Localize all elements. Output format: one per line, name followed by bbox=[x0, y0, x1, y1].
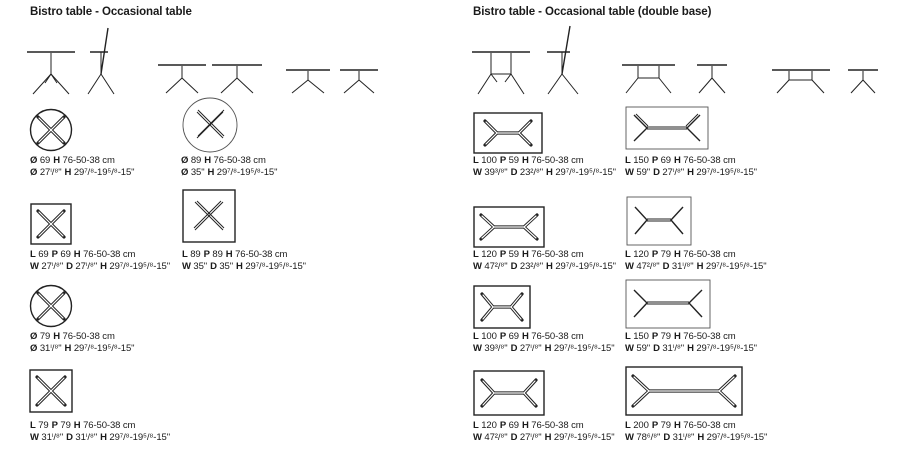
dimension-value bbox=[522, 331, 584, 342]
dimension-value bbox=[652, 249, 671, 260]
dimension-label: H bbox=[673, 331, 681, 342]
dimension-label: D bbox=[66, 431, 73, 443]
dimension-value bbox=[74, 420, 136, 431]
dimension-value bbox=[663, 261, 694, 272]
dimension-number: 69 bbox=[508, 331, 519, 342]
plan-rect-120x59 bbox=[473, 206, 545, 248]
dimension-number: 29⁷/⁸-19⁵/⁸-15" bbox=[216, 166, 278, 178]
dimension-label: H bbox=[64, 342, 72, 354]
dimension-label: W bbox=[473, 342, 482, 354]
dimension-number: 79 bbox=[39, 331, 51, 342]
dimension-value bbox=[181, 167, 204, 178]
dimension-number: 150 bbox=[633, 155, 649, 166]
dimension-label: H bbox=[544, 342, 552, 354]
dimension-label: H bbox=[64, 166, 72, 178]
dimension-label: H bbox=[673, 420, 681, 431]
dimension-label: W bbox=[30, 431, 39, 443]
dimension-number: 79 bbox=[660, 249, 671, 260]
dimension-value bbox=[522, 420, 584, 431]
dimension-number: 76-50-38 cm bbox=[531, 331, 584, 342]
dimension-value bbox=[511, 261, 543, 272]
plan-rect-120x69 bbox=[473, 370, 545, 416]
dimension-label: P bbox=[651, 249, 659, 260]
caption-rect-100x69 bbox=[473, 331, 614, 354]
dimension-value bbox=[181, 155, 201, 166]
dimension-number: 100 bbox=[481, 155, 497, 166]
dimension-value bbox=[500, 331, 519, 342]
dimension-number: 27ⁱ/⁸" bbox=[519, 431, 542, 443]
right-section-heading: Bistro table - Occasional table (double base) bbox=[473, 6, 712, 18]
dimension-number: 76-50-38 cm bbox=[213, 155, 266, 166]
dimension-label: D bbox=[66, 260, 73, 272]
caption-round-69 bbox=[30, 155, 134, 178]
elevation-occasional-38-b bbox=[340, 70, 378, 93]
dimension-value bbox=[625, 331, 649, 342]
dimension-number: 76-50-38 cm bbox=[83, 420, 136, 431]
dimension-number: 79 bbox=[660, 331, 671, 342]
dimension-number: 29⁷/⁸-19⁵/⁸-15" bbox=[553, 431, 615, 443]
dimension-number: 47²/⁸" bbox=[484, 431, 508, 443]
dimension-number: 47²/⁸" bbox=[484, 260, 508, 272]
dimension-value bbox=[652, 155, 671, 166]
dimension-label: Ø bbox=[30, 155, 38, 166]
dimension-label: L bbox=[625, 155, 631, 166]
dimension-value bbox=[473, 249, 497, 260]
dimension-number: 31ⁱ/⁸" bbox=[75, 431, 98, 443]
dimension-label: P bbox=[51, 249, 58, 260]
dimension-number: 29⁷/⁸-19⁵/⁸-15" bbox=[109, 431, 170, 443]
dimension-value bbox=[546, 167, 616, 178]
plan-round-79 bbox=[29, 284, 73, 328]
dimension-label: L bbox=[30, 420, 36, 431]
dimension-value bbox=[52, 420, 71, 431]
plan-square-69 bbox=[30, 203, 72, 245]
caption-square-79 bbox=[30, 420, 170, 443]
dimension-label: D bbox=[662, 260, 670, 272]
dimension-label: P bbox=[499, 331, 507, 342]
dimension-value bbox=[473, 432, 508, 443]
dimension-value bbox=[500, 420, 519, 431]
dimension-number: 76-50-38 cm bbox=[531, 249, 584, 260]
dimension-value bbox=[674, 155, 736, 166]
dimension-label: W bbox=[30, 260, 39, 272]
dimension-value bbox=[625, 261, 660, 272]
dimension-number: 27ⁱ/⁸" bbox=[519, 342, 542, 354]
dimension-value bbox=[625, 432, 660, 443]
dimension-label: D bbox=[210, 260, 217, 272]
dimension-number: 59 bbox=[508, 155, 519, 166]
dimension-value bbox=[30, 249, 49, 260]
dimension-number: 89 bbox=[212, 249, 223, 260]
dimension-number: 76-50-38 cm bbox=[235, 249, 288, 260]
dimension-label: Ø bbox=[181, 155, 189, 166]
dimension-number: 35" bbox=[193, 260, 208, 272]
dimension-label: Ø bbox=[181, 166, 189, 178]
dimension-label: Ø bbox=[30, 166, 38, 178]
dimension-number: 31ⁱ/⁸" bbox=[39, 342, 62, 354]
dimension-label: H bbox=[100, 260, 107, 272]
dimension-value bbox=[66, 432, 97, 443]
caption-round-89 bbox=[181, 155, 277, 178]
dimension-value bbox=[30, 155, 50, 166]
dimension-value bbox=[30, 343, 62, 354]
dimension-label: H bbox=[73, 249, 81, 260]
elevation-occasional-50-b bbox=[212, 65, 262, 93]
elevation-double-bistro-76-tilted bbox=[547, 26, 578, 94]
dimension-value bbox=[52, 249, 71, 260]
dimension-value bbox=[652, 331, 671, 342]
dimension-label: P bbox=[51, 420, 58, 431]
caption-round-79 bbox=[30, 331, 134, 354]
elevation-drawings bbox=[0, 0, 900, 100]
dimension-label: Ø bbox=[30, 331, 38, 342]
plan-rect-100x59 bbox=[473, 112, 543, 154]
dimension-number: 29⁷/⁸-19⁵/⁸-15" bbox=[696, 342, 757, 354]
dimension-value bbox=[30, 420, 49, 431]
dimension-label: P bbox=[651, 331, 659, 342]
dimension-label: H bbox=[236, 260, 243, 272]
elevation-double-occasional-50 bbox=[622, 65, 675, 93]
dimension-label: W bbox=[182, 260, 191, 272]
dimension-label: D bbox=[653, 342, 660, 354]
dimension-label: L bbox=[473, 249, 479, 260]
dimension-number: 76-50-38 cm bbox=[683, 331, 736, 342]
plan-rect-150x69 bbox=[625, 106, 709, 150]
dimension-number: 27ⁱ/⁸" bbox=[41, 260, 64, 272]
dimension-value bbox=[653, 167, 684, 178]
dimension-number: 59" bbox=[636, 166, 651, 178]
caption-rect-150x69 bbox=[625, 155, 757, 178]
dimension-label: W bbox=[625, 166, 634, 178]
dimension-label: H bbox=[521, 249, 529, 260]
dimension-label: L bbox=[182, 249, 188, 260]
dimension-label: W bbox=[473, 166, 482, 178]
dimension-number: 69 bbox=[60, 249, 71, 260]
dimension-number: 35" bbox=[190, 166, 205, 178]
dimension-number: 29⁷/⁸-19⁵/⁸-15" bbox=[705, 260, 767, 272]
dimension-value bbox=[687, 343, 757, 354]
dimension-number: 120 bbox=[481, 249, 497, 260]
dimension-number: 78⁶/⁸" bbox=[636, 431, 661, 443]
elevation-occasional-50 bbox=[158, 65, 206, 93]
dimension-label: L bbox=[625, 331, 631, 342]
dimension-value bbox=[653, 343, 684, 354]
caption-rect-100x59 bbox=[473, 155, 616, 178]
dimension-label: H bbox=[207, 166, 215, 178]
dimension-value bbox=[473, 167, 508, 178]
dimension-value bbox=[674, 249, 736, 260]
dimension-label: H bbox=[673, 249, 681, 260]
dimension-number: 120 bbox=[633, 249, 649, 260]
dimension-value bbox=[473, 261, 508, 272]
dimension-number: 120 bbox=[481, 420, 497, 431]
dimension-label: H bbox=[546, 260, 553, 272]
dimension-label: H bbox=[521, 331, 529, 342]
dimension-value bbox=[546, 261, 616, 272]
dimension-number: 29⁷/⁸-19⁵/⁸-15" bbox=[553, 342, 615, 354]
dimension-label: H bbox=[73, 420, 81, 431]
dimension-number: 79 bbox=[38, 420, 49, 431]
dimension-label: L bbox=[473, 331, 479, 342]
plan-square-79 bbox=[29, 369, 73, 413]
dimension-number: 29⁷/⁸-19⁵/⁸-15" bbox=[73, 166, 135, 178]
dimension-number: 69 bbox=[660, 155, 671, 166]
dimension-value bbox=[522, 249, 584, 260]
dimension-value bbox=[625, 343, 650, 354]
dimension-value bbox=[207, 167, 277, 178]
dimension-number: 76-50-38 cm bbox=[531, 155, 584, 166]
elevation-double-occasional-50-b bbox=[697, 65, 727, 93]
dimension-label: L bbox=[30, 249, 36, 260]
dimension-value bbox=[522, 155, 584, 166]
dimension-label: W bbox=[473, 260, 482, 272]
caption-rect-150x79 bbox=[625, 331, 757, 354]
dimension-number: 29⁷/⁸-19⁵/⁸-15" bbox=[245, 260, 306, 272]
dimension-number: 200 bbox=[633, 420, 649, 431]
dimension-label: L bbox=[473, 155, 479, 166]
dimension-value bbox=[182, 261, 207, 272]
dimension-label: H bbox=[546, 166, 553, 178]
dimension-label: P bbox=[651, 420, 659, 431]
dimension-label: H bbox=[696, 260, 704, 272]
dimension-number: 76-50-38 cm bbox=[62, 155, 115, 166]
dimension-number: 27ⁱ/⁸" bbox=[75, 260, 98, 272]
dimension-label: H bbox=[687, 342, 694, 354]
dimension-label: D bbox=[653, 166, 660, 178]
dimension-value bbox=[226, 249, 288, 260]
dimension-number: 29⁷/⁸-19⁵/⁸-15" bbox=[555, 166, 616, 178]
dimension-label: D bbox=[510, 166, 518, 178]
dimension-number: 29⁷/⁸-19⁵/⁸-15" bbox=[706, 431, 768, 443]
dimension-value bbox=[30, 331, 50, 342]
dimension-number: 76-50-38 cm bbox=[683, 249, 736, 260]
caption-rect-200x79 bbox=[625, 420, 767, 443]
plan-round-69 bbox=[29, 108, 73, 152]
dimension-label: L bbox=[473, 420, 479, 431]
dimension-number: 69 bbox=[39, 155, 51, 166]
left-section-heading: Bistro table - Occasional table bbox=[30, 6, 192, 18]
dimension-value bbox=[473, 155, 497, 166]
dimension-number: 31ⁱ/⁸" bbox=[662, 342, 685, 354]
dimension-label: H bbox=[687, 166, 694, 178]
dimension-number: 76-50-38 cm bbox=[62, 331, 115, 342]
dimension-label: L bbox=[625, 249, 631, 260]
dimension-label: H bbox=[521, 155, 529, 166]
dimension-label: H bbox=[673, 155, 681, 166]
dimension-value bbox=[697, 261, 767, 272]
dimension-label: H bbox=[100, 431, 107, 443]
dimension-label: W bbox=[473, 431, 482, 443]
dimension-number: 59" bbox=[636, 342, 651, 354]
dimension-number: 76-50-38 cm bbox=[683, 420, 736, 431]
dimension-value bbox=[236, 261, 306, 272]
dimension-value bbox=[53, 155, 115, 166]
elevation-bistro-76 bbox=[27, 52, 75, 94]
dimension-value bbox=[53, 331, 115, 342]
elevation-double-occasional-38 bbox=[772, 70, 830, 93]
dimension-label: D bbox=[510, 342, 518, 354]
caption-rect-120x59 bbox=[473, 249, 616, 272]
dimension-number: 29⁷/⁸-19⁵/⁸-15" bbox=[696, 166, 757, 178]
dimension-label: P bbox=[203, 249, 210, 260]
dimension-value bbox=[30, 432, 63, 443]
dimension-label: P bbox=[651, 155, 659, 166]
plan-rect-200x79 bbox=[625, 366, 743, 416]
dimension-number: 29⁷/⁸-19⁵/⁸-15" bbox=[555, 260, 616, 272]
elevation-occasional-38 bbox=[286, 70, 330, 93]
dimension-value bbox=[625, 155, 649, 166]
caption-square-69 bbox=[30, 249, 170, 272]
dimension-value bbox=[100, 261, 170, 272]
dimension-value bbox=[74, 249, 136, 260]
dimension-number: 39³/⁸" bbox=[484, 342, 508, 354]
dimension-label: L bbox=[625, 420, 631, 431]
dimension-value bbox=[500, 249, 519, 260]
dimension-label: H bbox=[697, 431, 705, 443]
elevation-double-bistro-76 bbox=[472, 52, 530, 94]
dimension-value bbox=[697, 432, 767, 443]
dimension-value bbox=[204, 155, 266, 166]
dimension-value bbox=[30, 261, 63, 272]
dimension-value bbox=[674, 331, 736, 342]
dimension-number: 79 bbox=[660, 420, 671, 431]
dimension-label: D bbox=[663, 431, 671, 443]
caption-square-89 bbox=[182, 249, 306, 272]
dimension-number: 76-50-38 cm bbox=[83, 249, 136, 260]
dimension-label: H bbox=[53, 331, 60, 342]
dimension-value bbox=[210, 261, 233, 272]
dimension-number: 35" bbox=[219, 260, 234, 272]
plan-round-89 bbox=[181, 96, 239, 154]
dimension-number: 47²/⁸" bbox=[636, 260, 660, 272]
dimension-label: D bbox=[510, 431, 518, 443]
dimension-number: 100 bbox=[481, 331, 497, 342]
dimension-value bbox=[545, 432, 615, 443]
plan-rect-100x69 bbox=[473, 285, 531, 329]
dimension-label: D bbox=[510, 260, 518, 272]
dimension-value bbox=[625, 249, 649, 260]
dimension-value bbox=[652, 420, 671, 431]
dimension-value bbox=[500, 155, 519, 166]
dimension-value bbox=[674, 420, 736, 431]
dimension-label: H bbox=[544, 431, 552, 443]
dimension-number: 27ⁱ/⁸" bbox=[39, 166, 62, 178]
dimension-number: 31ⁱ/⁸" bbox=[671, 260, 694, 272]
dimension-label: P bbox=[499, 155, 507, 166]
dimension-value bbox=[30, 167, 62, 178]
dimension-value bbox=[473, 331, 497, 342]
dimension-label: Ø bbox=[30, 342, 38, 354]
dimension-number: 150 bbox=[633, 331, 649, 342]
caption-rect-120x69 bbox=[473, 420, 614, 443]
dimension-label: H bbox=[204, 155, 211, 166]
dimension-number: 69 bbox=[38, 249, 49, 260]
dimension-value bbox=[663, 432, 694, 443]
dimension-label: W bbox=[625, 431, 634, 443]
dimension-number: 79 bbox=[60, 420, 71, 431]
dimension-label: P bbox=[499, 420, 507, 431]
dimension-number: 31ⁱ/⁸" bbox=[41, 431, 64, 443]
dimension-number: 69 bbox=[508, 420, 519, 431]
dimension-number: 89 bbox=[190, 155, 202, 166]
dimension-number: 31ⁱ/⁸" bbox=[672, 431, 695, 443]
dimension-number: 29⁷/⁸-19⁵/⁸-15" bbox=[109, 260, 170, 272]
elevation-double-occasional-38-b bbox=[848, 70, 878, 93]
dimension-value bbox=[473, 420, 497, 431]
dimension-value bbox=[65, 167, 135, 178]
dimension-value bbox=[511, 167, 543, 178]
dimension-value bbox=[625, 167, 650, 178]
dimension-value bbox=[100, 432, 170, 443]
dimension-label: W bbox=[625, 260, 634, 272]
dimension-value bbox=[511, 343, 542, 354]
dimension-number: 76-50-38 cm bbox=[531, 420, 584, 431]
dimension-value bbox=[65, 343, 135, 354]
dimension-value bbox=[687, 167, 757, 178]
dimension-label: H bbox=[225, 249, 233, 260]
dimension-value bbox=[545, 343, 615, 354]
dimension-label: H bbox=[53, 155, 60, 166]
dimension-value bbox=[66, 261, 97, 272]
dimension-value bbox=[511, 432, 542, 443]
dimension-number: 27ⁱ/⁸" bbox=[662, 166, 685, 178]
plan-square-89 bbox=[182, 189, 236, 243]
elevation-bistro-76-tilted bbox=[88, 28, 114, 94]
dimension-number: 29⁷/⁸-19⁵/⁸-15" bbox=[73, 342, 135, 354]
dimension-value bbox=[625, 420, 649, 431]
dimension-label: W bbox=[625, 342, 634, 354]
dimension-label: P bbox=[499, 249, 507, 260]
dimension-value bbox=[204, 249, 223, 260]
dimension-label: H bbox=[521, 420, 529, 431]
dimension-value bbox=[182, 249, 201, 260]
plan-rect-150x79 bbox=[625, 279, 711, 329]
caption-rect-120x79 bbox=[625, 249, 766, 272]
dimension-number: 39³/⁸" bbox=[484, 166, 508, 178]
dimension-number: 23²/⁸" bbox=[519, 260, 544, 272]
dimension-number: 76-50-38 cm bbox=[683, 155, 736, 166]
dimension-value bbox=[473, 343, 508, 354]
plan-rect-120x79 bbox=[626, 196, 692, 246]
dimension-number: 59 bbox=[508, 249, 519, 260]
dimension-number: 23²/⁸" bbox=[519, 166, 544, 178]
dimension-number: 89 bbox=[190, 249, 201, 260]
